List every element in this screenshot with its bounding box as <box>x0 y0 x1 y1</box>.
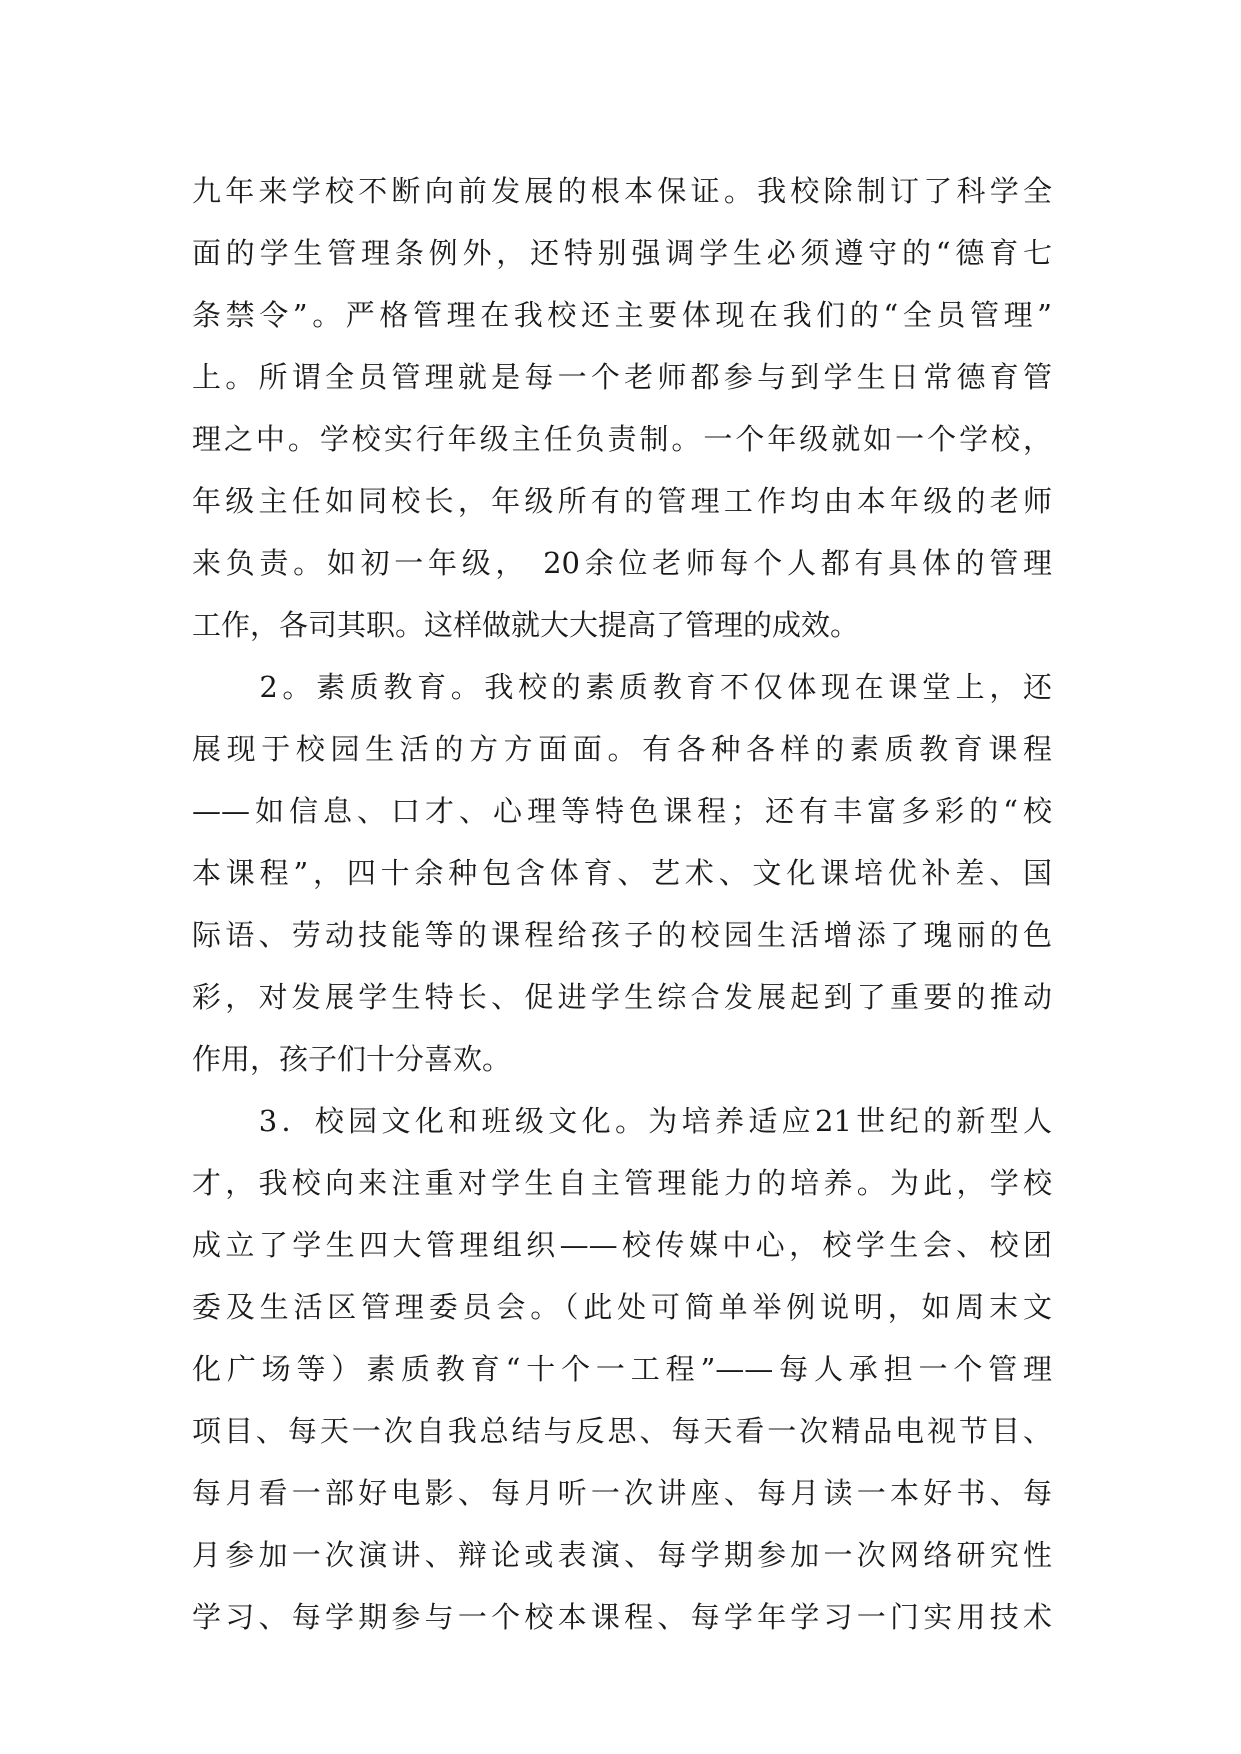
text-line: 条禁令”。严格管理在我校还主要体现在我们的“全员管理” <box>192 298 1052 332</box>
text-line: ——如信息、口才、心理等特色课程；还有丰富多彩的“校 <box>192 794 1052 828</box>
text-line: 每月看一部好电影、每月听一次讲座、每月读一本好书、每 <box>192 1476 1052 1510</box>
document-body <box>192 160 1052 1648</box>
text-line: 项目、每天一次自我总结与反思、每天看一次精品电视节目、 <box>192 1414 1052 1448</box>
text-line: 月参加一次演讲、辩论或表演、每学期参加一次网络研究性 <box>192 1538 1052 1572</box>
text-line: 工作，各司其职。这样做就大大提高了管理的成效。 <box>192 608 860 642</box>
text-line: 学习、每学期参与一个校本课程、每学年学习一门实用技术 <box>192 1600 1052 1634</box>
text-line: 理之中。学校实行年级主任负责制。一个年级就如一个学校， <box>192 422 1052 456</box>
text-line: 3．校园文化和班级文化。为培养适应21世纪的新型人 <box>192 1104 1052 1138</box>
text-line: 彩，对发展学生特长、促进学生综合发展起到了重要的推动 <box>192 980 1052 1014</box>
text-line: 年级主任如同校长，年级所有的管理工作均由本年级的老师 <box>192 484 1052 518</box>
text-line: 来负责。如初一年级， 20余位老师每个人都有具体的管理 <box>192 546 1052 580</box>
text-line: 九年来学校不断向前发展的根本保证。我校除制订了科学全 <box>192 174 1052 208</box>
text-line: 成立了学生四大管理组织——校传媒中心，校学生会、校团 <box>192 1228 1052 1262</box>
text-line: 本课程”，四十余种包含体育、艺术、文化课培优补差、国 <box>192 856 1052 890</box>
text-line: 面的学生管理条例外，还特别强调学生必须遵守的“德育七 <box>192 236 1052 270</box>
text-line: 作用，孩子们十分喜欢。 <box>192 1042 512 1076</box>
text-line: 际语、劳动技能等的课程给孩子的校园生活增添了瑰丽的色 <box>192 918 1052 952</box>
text-line: 才，我校向来注重对学生自主管理能力的培养。为此，学校 <box>192 1166 1052 1200</box>
text-line: 展现于校园生活的方方面面。有各种各样的素质教育课程 <box>192 732 1052 766</box>
text-line: 委及生活区管理委员会。（此处可简单举例说明，如周末文 <box>192 1290 1052 1324</box>
text-line: 上。所谓全员管理就是每一个老师都参与到学生日常德育管 <box>192 360 1052 394</box>
text-line: 化广场等）素质教育“十个一工程”——每人承担一个管理 <box>192 1352 1052 1386</box>
text-line: 2。素质教育。我校的素质教育不仅体现在课堂上，还 <box>192 670 1052 704</box>
